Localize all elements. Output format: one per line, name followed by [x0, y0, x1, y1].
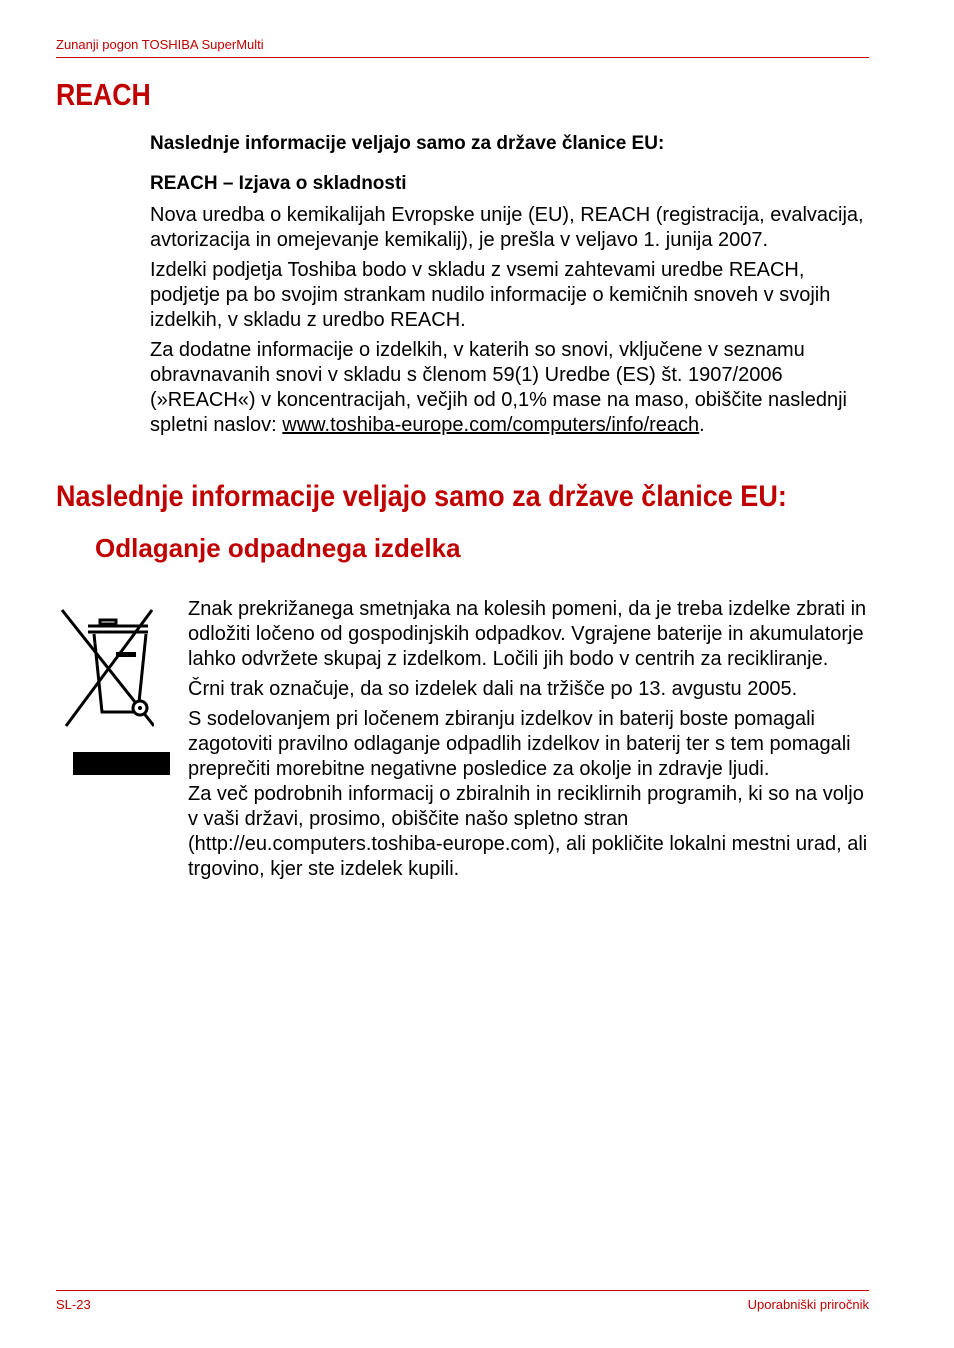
reach-link[interactable]: www.toshiba-europe.com/computers/info/reach [282, 414, 700, 436]
header-rule [56, 57, 869, 58]
reach-paragraph-3 [150, 338, 880, 438]
reach-intro: Naslednje informacije veljajo samo za države članice EU: [150, 133, 665, 154]
black-bar [73, 752, 170, 775]
reach-heading: REACH [56, 77, 151, 112]
reach-subheading: REACH – Izjava o skladnosti [150, 173, 407, 194]
page-number: SL-23 [56, 1297, 91, 1312]
disposal-paragraph-4: Za več podrobnih informacij o zbiralnih in reciklirnih programih, ki so na voljo v vaši državi, prosimo, obiščite našo spletno stran (http://eu.computers.toshiba-europe.com), ali pokličite lokalni mestni urad, ali trgovino, kjer ste izdelek kupili. [188, 783, 868, 880]
eu-heading: Naslednje informacije veljajo samo za države članice EU: [56, 480, 787, 513]
footer-rule [56, 1290, 869, 1291]
reach-paragraph-2: Izdelki podjetja Toshiba bodo v skladu z vsemi zahtevami uredbe REACH, podjetje pa bo svojim strankam nudilo informacije o kemičnih snoveh v svojih izdelkih, v skladu z uredbo REACH. [150, 259, 831, 331]
running-header: Zunanji pogon TOSHIBA SuperMulti [56, 37, 264, 52]
disposal-paragraph-3: S sodelovanjem pri ločenem zbiranju izdelkov in baterij boste pomagali zagotoviti pravilno odlaganje odpadlih izdelkov in baterij ter s tem pomagali preprečiti morebitne negativne posledice za okolje in zdravje ljudi. [188, 708, 851, 780]
crossed-out-wheelie-bin-icon [60, 606, 154, 730]
manual-title: Uporabniški priročnik [747, 1297, 869, 1312]
disposal-paragraph-2: Črni trak označuje, da so izdelek dali na tržišče po 13. avgustu 2005. [188, 678, 798, 700]
reach-section [150, 131, 880, 438]
disposal-heading: Odlaganje odpadnega izdelka [95, 533, 461, 563]
disposal-paragraph-1: Znak prekrižanega smetnjaka na kolesih pomeni, da je treba izdelke zbrati in odložiti ločeno od gospodinjskih odpadkov. Vgrajene baterije in akumulatorje lahko odvržete skupaj z izdelkom. Ločili jih bodo v centrih za recikliranje. [188, 598, 867, 670]
reach-paragraph-3-text: Za dodatne informacije o izdelkih, v katerih so snovi, vključene v seznamu obravnavanih snovi v skladu s členom 59(1) Uredbe (ES) št. 1907/2006 (»REACH«) v koncentracijah, večjih od 0,1% mase na maso, obiščite naslednji spletni naslov: [150, 339, 848, 436]
disposal-section [188, 597, 878, 882]
reach-paragraph-1: Nova uredba o kemikalijah Evropske unije (EU), REACH (registracija, evalvacija, avtorizacija in omejevanje kemikalij), je prešla v veljavo 1. junija 2007. [150, 204, 864, 251]
reach-paragraph-3-end: . [699, 414, 705, 436]
